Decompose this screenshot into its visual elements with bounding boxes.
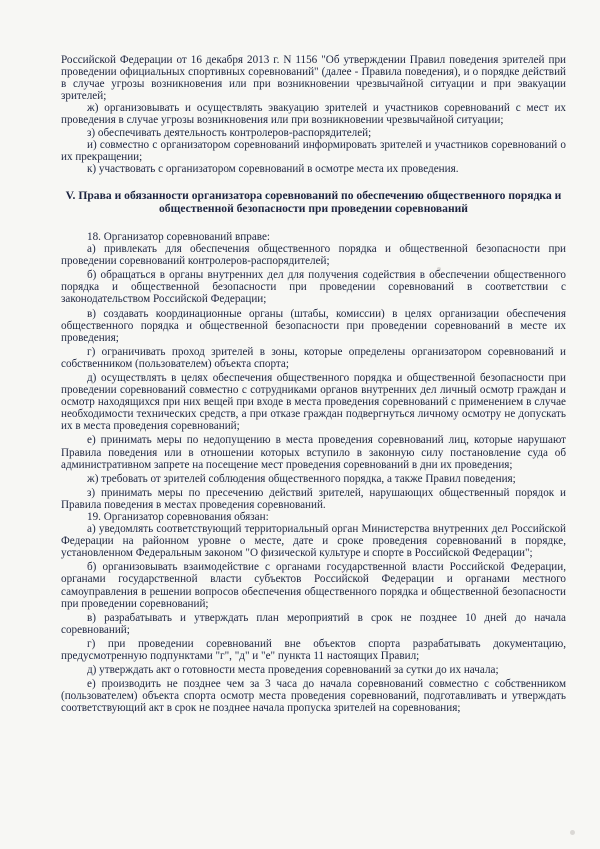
document-body xyxy=(61,54,566,715)
list-item: в) создавать координационные органы (штабы, комиссии) в целях организации обеспечения общественного порядка и общественной безопасности при проведении соревнований в месте их проведения; xyxy=(61,307,566,344)
list-item: ж) организовывать и осуществлять эвакуацию зрителей и участников соревнований с мест их проведения в случае угрозы возникновения или при возникновении чрезвычайной ситуации; xyxy=(61,102,566,127)
list-item: ж) требовать от зрителей соблюдения общественного порядка, а также Правил поведения; xyxy=(87,472,516,485)
list-item: д) утверждать акт о готовности места проведения соревнований за сутки до их начала; xyxy=(87,664,499,677)
list-item: а) привлекать для обеспечения общественного порядка и общественной безопасности при проведении соревнований контролеров-распорядителей; xyxy=(61,243,566,268)
list-item: в) разрабатывать и утверждать план мероприятий в срок не позднее 10 дней до начала соревнований; xyxy=(61,611,566,636)
clause-18-lead: 18. Организатор соревнований вправе: xyxy=(87,230,270,243)
scan-speck xyxy=(570,830,575,835)
list-item: б) организовывать взаимодействие с органами государственной власти Российской Федерации, органами государственной власти субъектов Российской Федерации и органами местного самоуправления в решении вопросов обеспечения общественного порядка и общественной безопасности при проведении соревнований; xyxy=(61,561,566,610)
clause-19-lead: 19. Организатор соревнования обязан: xyxy=(87,511,269,523)
list-item: к) участвовать с организатором соревнований в осмотре места их проведения. xyxy=(87,162,459,175)
intro-paragraph: Российской Федерации от 16 декабря 2013 г. N 1156 "Об утверждении Правил поведения зрителей при проведении официальных спортивных соревнований" (далее - Правила поведения), и о порядке действий в случае угрозы возникновения или при возникновении чрезвычайной ситуации и при эвакуации зрителей; xyxy=(61,54,566,103)
list-item: е) производить не позднее чем за 3 часа до начала соревнований совместно с собственником (пользователем) объекта спорта осмотр места проведения соревнований, подготавливать и утверждать соответствующий акт в срок не позднее начала пропуска зрителей на соревнования; xyxy=(61,678,566,715)
list-item: з) принимать меры по пресечению действий зрителей, нарушающих общественный порядок и Правила поведения в местах проведения соревнований. xyxy=(61,486,566,511)
list-item: з) обеспечивать деятельность контролеров-распорядителей; xyxy=(87,126,372,139)
list-item: и) совместно с организатором соревнований информировать зрителей и участников соревнований о их прекращении; xyxy=(61,138,566,163)
section-heading: V. Права и обязанности организатора соревнований по обеспечению общественного порядка и общественной безопасности при проведении соревнований xyxy=(65,188,562,215)
list-item: д) осуществлять в целях обеспечения общественного порядка и общественной безопасности при проведении соревнований совместно с сотрудниками органов внутренних дел личный осмотр граждан и осмотр находящихся при них вещей при входе в места проведения соревнований с применением в случае необходимости технических средств, а при отказе граждан подвергнуться личному осмотру не допускать их в места проведения соревнований; xyxy=(61,371,566,433)
list-item: а) уведомлять соответствующий территориальный орган Министерства внутренних дел Российской Федерации на районном уровне о месте, дате и сроке проведения соревнований в порядке, установленном Федеральным законом "О физической культуре и спорте в Российской Федерации"; xyxy=(61,523,566,560)
list-item: г) при проведении соревнований вне объектов спорта разрабатывать документацию, предусмотренную подпунктами "г", "д" и "е" пункта 11 настоящих Правил; xyxy=(61,637,566,663)
list-item: е) принимать меры по недопущению в места проведения соревнований лиц, которые нарушают Правила поведения или в отношении которых вступило в законную силу постановление суда об административном запрете на посещение мест проведения соревнований в дни их проведения; xyxy=(61,434,566,471)
list-item: г) ограничивать проход зрителей в зоны, которые определены организатором соревнований и собственником (пользователем) объекта спорта; xyxy=(61,345,566,370)
list-item: б) обращаться в органы внутренних дел для получения содействия в обеспечении общественного порядка и общественной безопасности при проведении соревнований в соответствии с законодательством Российской Федерации; xyxy=(61,269,566,306)
